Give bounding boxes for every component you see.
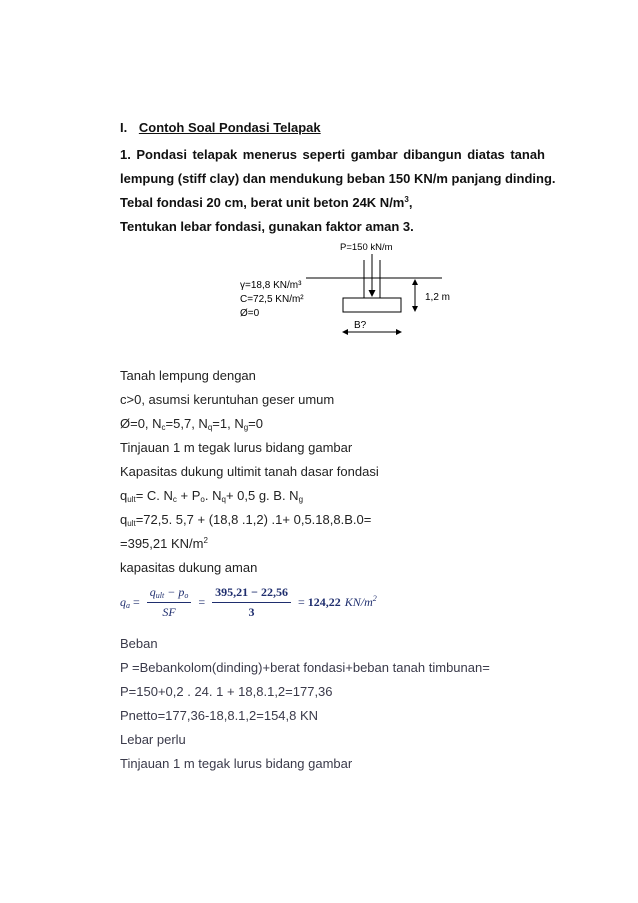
ng-prefix: =1, N (212, 416, 244, 431)
formula-result: 124,22 (307, 594, 341, 609)
footing-block (343, 298, 401, 312)
problem-line-3-text: Tebal fondasi 20 cm, berat unit beton 24K N/m (120, 195, 405, 210)
formula-unit-text: KN/m (344, 594, 373, 609)
analysis-line-7 (120, 512, 371, 528)
problem-line-3-sup: 3 (404, 195, 409, 204)
ng-value: =0 (248, 416, 263, 431)
analysis-line-1: Tanah lempung dengan (120, 368, 256, 383)
cohesion-label: C=72,5 KN/m² (240, 294, 304, 305)
analysis-line-3 (120, 416, 263, 432)
formula-lhs (120, 595, 130, 610)
formula-lhs-sub: a (126, 600, 130, 610)
foundation-figure (220, 236, 470, 348)
problem-line-2: lempung (stiff clay) dan mendukung beban 150 KN/m panjang dinding. (120, 171, 556, 186)
analysis-line-9: kapasitas dukung aman (120, 560, 258, 575)
analysis-line-5: Kapasitas dukung ultimit tanah dasar fondasi (120, 464, 379, 479)
problem-line-3-end: , (408, 195, 413, 210)
width-arrow-right (396, 329, 402, 335)
formula-fraction-2 (212, 585, 291, 620)
load-label: P=150 kN/m (340, 242, 393, 253)
load-line-5: Lebar perlu (120, 732, 186, 747)
problem-line-1: 1. Pondasi telapak menerus seperti gambar dibangun diatas tanah (120, 147, 545, 162)
formula-lhs-symbol: q (120, 594, 126, 609)
eq-part-1: = C. N (135, 488, 173, 503)
eq-sub-2: o (200, 495, 205, 504)
problem-line-4: Tentukan lebar fondasi, gunakan faktor aman 3. (120, 219, 414, 234)
eq-sub-1: c (172, 495, 177, 504)
frac1-q: q (149, 584, 156, 599)
depth-arrow-bottom (412, 306, 418, 312)
load-line-1: Beban (120, 636, 158, 651)
qult-symbol: q (120, 488, 128, 503)
width-label: B? (354, 320, 367, 331)
load-line-6: Tinjauan 1 m tegak lurus bidang gambar (120, 756, 353, 771)
analysis-line-4: Tinjauan 1 m tegak lurus bidang gambar (120, 440, 353, 455)
nc-prefix: Ø=0, N (120, 416, 162, 431)
frac1-q-sub: ult (155, 590, 165, 600)
formula-equals-1: = (133, 594, 140, 609)
formula-fraction-1-bottom: SF (162, 604, 176, 619)
problem-line-3 (120, 195, 412, 211)
formula-equals-3: = (297, 594, 305, 609)
load-line-2: P =Bebankolom(dinding)+berat fondasi+beban tanah timbunan= (120, 660, 490, 675)
eq-sub-4: g (298, 495, 304, 504)
formula-fraction-1-top (147, 585, 192, 603)
qult-result-sup: 2 (203, 536, 208, 545)
formula-fraction-2-bottom: 3 (248, 604, 255, 619)
load-line-4: Pnetto=177,36-18,8.1,2=154,8 KN (120, 708, 319, 723)
formula-unit-sup: 2 (372, 593, 377, 603)
qult-symbol-2: q (120, 512, 128, 527)
analysis-line-8 (120, 536, 208, 552)
width-arrow-left (342, 329, 348, 335)
section-heading (120, 120, 321, 136)
analysis-line-2: c>0, asumsi keruntuhan geser umum (120, 392, 335, 407)
nq-sub: q (207, 423, 213, 432)
depth-label: 1,2 m (425, 292, 451, 303)
heading-title: Contoh Soal Pondasi Telapak (138, 120, 321, 135)
depth-arrow-top (412, 279, 418, 285)
ng-sub: g (243, 423, 249, 432)
eq-part-4: + 0,5 g. B. N (225, 488, 299, 503)
eq-part-2: + P (176, 488, 201, 503)
frac1-p: − p (164, 584, 185, 599)
gamma-label: γ=18,8 KN/m³ (240, 280, 302, 291)
qult-sub: ult (127, 495, 136, 504)
qult-sub-2: ult (127, 519, 136, 528)
eq-sub-3: q (221, 495, 226, 504)
qult-result: =395,21 KN/m (120, 536, 204, 551)
analysis-line-6 (120, 488, 303, 504)
heading-number: I. (120, 120, 128, 135)
eq-part-3: . N (204, 488, 222, 503)
formula-fraction-2-top: 395,21 − 22,56 (212, 585, 291, 603)
nc-sub: c (161, 423, 166, 432)
formula-unit (345, 595, 377, 610)
formula-fraction-1 (147, 585, 192, 620)
safe-capacity-formula (120, 580, 377, 624)
load-arrow-head (369, 290, 376, 297)
nq-prefix: =5,7, N (165, 416, 208, 431)
frac1-p-sub: o (184, 590, 189, 600)
load-line-3: P=150+0,2 . 24. 1 + 18,8.1,2=177,36 (120, 684, 333, 699)
qult-calculation: =72,5. 5,7 + (18,8 .1,2) .1+ 0,5.18,8.B.0= (135, 512, 372, 527)
formula-equals-2: = (198, 594, 206, 609)
phi-label: Ø=0 (240, 308, 260, 319)
